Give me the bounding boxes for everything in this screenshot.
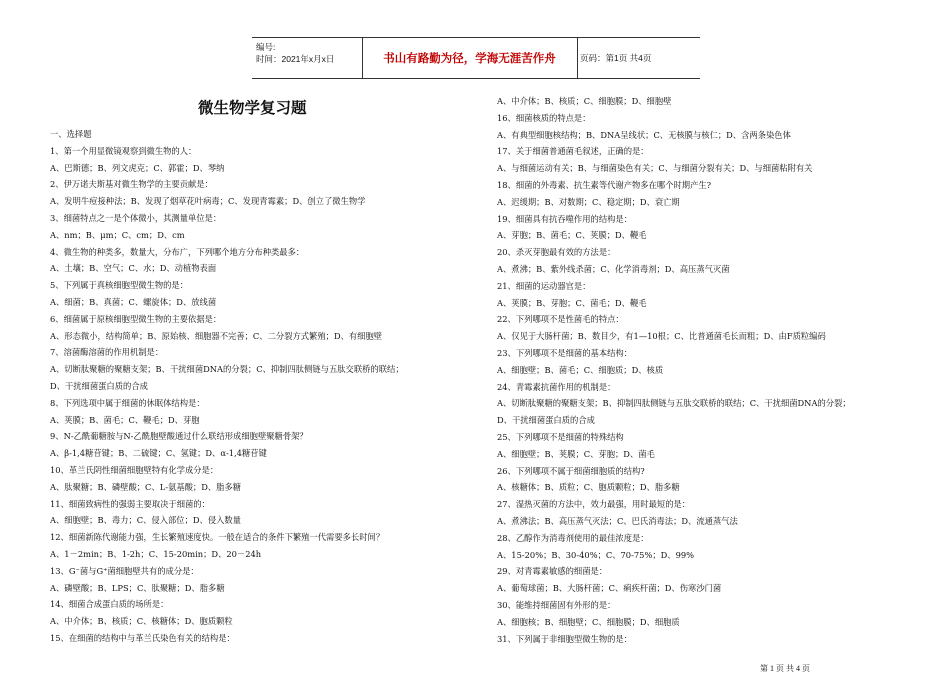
text-line: A、中介体；B、核质；C、细胞膜；D、细胞壁 xyxy=(497,96,672,106)
text-line: A、荚膜；B、芽胞；C、菌毛；D、鞭毛 xyxy=(497,297,647,308)
text-line: A、有典型细胞核结构；B、DNA呈线状；C、无核膜与核仁；D、含两条染色体 xyxy=(497,129,791,140)
header-page-cell xyxy=(577,38,700,78)
text-line: A、细菌；B、真菌；C、螺旋体；D、放线菌 xyxy=(50,296,217,307)
header-info-cell xyxy=(252,38,363,78)
text-line: 5、下列属于真核细胞型微生物的是： xyxy=(50,280,189,291)
text-line: A、煮沸法；B、高压蒸气灭法；C、巴氏消毒法；D、流通蒸气法 xyxy=(497,515,738,526)
text-line: 30、能维持细菌固有外形的是： xyxy=(497,599,616,610)
page-header xyxy=(252,37,700,79)
text-line: 7、溶菌酶溶菌的作用机制是： xyxy=(50,347,164,358)
page-footer: 第 1 页 共 4 页 xyxy=(760,664,810,673)
text-line: A、肽聚糖；B、磷壁酸；C、L-氨基酸；D、脂多糖 xyxy=(50,481,242,492)
motto: 书山有路勤为径，学海无涯苦作舟 xyxy=(383,51,556,65)
text-line: A、发明牛痘接种法；B、发现了烟草花叶病毒；C、发现青霉素；D、创立了微生物学 xyxy=(50,196,366,207)
left-column xyxy=(50,126,404,647)
text-line: 18、细菌的外毒素、抗生素等代谢产物多在哪个时期产生? xyxy=(497,179,712,190)
text-line: A、中介体；B、核质；C、核糖体；D、胞质颗粒 xyxy=(50,616,233,627)
text-line: 22、下列哪项不是性菌毛的特点： xyxy=(497,314,624,325)
right-column xyxy=(497,93,851,647)
text-line: A、切断肽聚糖的聚糖支架；B、抑制四肽侧链与五肽交联桥的联结；C、干扰细菌DNA的分裂； xyxy=(497,398,851,409)
text-line: 6、细菌属于原核细胞型微生物的主要依据是： xyxy=(50,313,222,324)
text-line: 27、湿热灭菌的方法中，效力最强，用时最短的是： xyxy=(497,499,691,510)
text-line: 20、杀灭芽胞最有效的方法是： xyxy=(497,247,616,258)
text-line: 8、下列选项中属于细菌的休眠体结构是： xyxy=(50,397,205,408)
text-line: A、荚膜；B、菌毛；C、鞭毛；D、芽胞 xyxy=(50,414,200,425)
text-line: A、煮沸；B、紫外线杀菌；C、化学消毒剂；D、高压蒸气灭菌 xyxy=(497,263,730,274)
text-line: 25、下列哪项不是细菌的特殊结构 xyxy=(497,431,624,442)
text-line: 2、伊万诺夫斯基对微生物学的主要贡献是： xyxy=(50,179,213,190)
number-label: 编号: xyxy=(256,42,276,52)
header-motto-cell xyxy=(362,38,578,78)
text-line: 一、选择题 xyxy=(50,129,92,139)
text-line: A、仅见于大肠杆菌；B、数目少，有1—10根；C、比普通菌毛长而粗；D、由F质粒编码 xyxy=(497,331,826,342)
text-line: A、切断肽聚糖的聚糖支架；B、干扰细菌DNA的分裂；C、抑制四肽侧链与五肽交联桥的联结； xyxy=(50,364,404,375)
text-line: 15、在细菌的结构中与革兰氏染色有关的结构是： xyxy=(50,632,235,643)
text-line: A、磷壁酸；B、LPS；C、肽聚糖；D、脂多糖 xyxy=(50,582,225,593)
text-line: 21、细菌的运动器官是： xyxy=(497,280,591,291)
text-line: 4、微生物的种类多，数量大，分布广，下列哪个地方分布种类最多： xyxy=(50,246,305,257)
text-line: A、细胞壁；B、荚膜；C、芽胞；D、菌毛 xyxy=(497,448,655,459)
text-line: 3、细菌特点之一是个体微小，其测量单位是： xyxy=(50,212,222,223)
text-line: A、葡萄球菌；B、大肠杆菌；C、痢疾杆菌；D、伤寒沙门菌 xyxy=(497,583,722,594)
text-line: 1、第一个用显微镜观察到微生物的人： xyxy=(50,145,197,156)
text-line: A、巴斯德；B、列文虎克；C、郭霍；D、琴纳 xyxy=(50,162,225,173)
text-line: 9、N-乙酰葡糖胺与N-乙酰胞壁酸通过什么联结形成细胞壁聚糖骨架？ xyxy=(50,431,308,442)
text-line: 28、乙醇作为消毒剂使用的最佳浓度是： xyxy=(497,532,649,543)
text-line: A、细胞核；B、细胞壁；C、细胞膜；D、细胞质 xyxy=(497,616,680,627)
text-line: 14、细菌合成蛋白质的场所是： xyxy=(50,599,169,610)
text-line: A、与细菌运动有关；B、与细菌染色有关；C、与细菌分裂有关；D、与细菌粘附有关 xyxy=(497,163,813,174)
text-line: 16、细菌核质的特点是： xyxy=(497,112,591,123)
text-line: A、1－2min；B、1-2h；C、15-20min；D、20－24h xyxy=(50,548,262,559)
time-label: 时间：2021年x月x日 xyxy=(256,54,335,64)
text-line: D、干扰细菌蛋白质的合成 xyxy=(497,415,595,426)
text-line: 29、对青霉素敏感的细菌是： xyxy=(497,566,608,577)
text-line: 13、G⁻菌与G⁺菌细胞壁共有的成分是： xyxy=(50,565,199,576)
text-line: A、β-1,4糖苷键；B、二硫键；C、氢键；D、α-1,4糖苷键 xyxy=(50,448,267,459)
text-line: 11、细菌致病性的强弱主要取决于细菌的： xyxy=(50,498,210,509)
text-line: A、芽胞；B、菌毛；C、荚膜；D、鞭毛 xyxy=(497,230,647,241)
page-info: 页码：第1页 共4页 xyxy=(580,53,652,63)
text-line: 26、下列哪项不属于细菌细胞质的结构? xyxy=(497,465,645,476)
text-line: 17、关于细菌普通菌毛叙述，正确的是： xyxy=(497,146,649,157)
text-line: 23、下列哪项不是细菌的基本结构： xyxy=(497,347,633,358)
document-title: 微生物学复习题 xyxy=(198,99,307,117)
text-line: A、核糖体；B、质粒；C、胞质颗粒；D、脂多糖 xyxy=(497,482,680,493)
text-line: 10、革兰氏阴性细菌细胞壁特有化学成分是： xyxy=(50,464,219,475)
text-line: A、土壤；B、空气；C、水；D、动植物表面 xyxy=(50,263,217,274)
text-line: A、迟缓期；B、对数期；C、稳定期；D、衰亡期 xyxy=(497,196,680,207)
text-line: D、干扰细菌蛋白质的合成 xyxy=(50,380,148,391)
text-line: 24、青霉素抗菌作用的机制是： xyxy=(497,381,616,392)
text-line: 31、下列属于非细胞型微生物的是： xyxy=(497,633,633,644)
text-line: A、15-20%；B、30-40%；C、70-75%；D、99% xyxy=(497,549,695,560)
text-line: A、nm；B、μm；C、cm；D、cm xyxy=(50,229,185,240)
text-line: A、形态微小，结构简单；B、原始核、细胞器不完善；C、二分裂方式繁殖；D、有细胞壁 xyxy=(50,330,383,341)
text-line: A、细胞壁；B、菌毛；C、细胞质；D、核质 xyxy=(497,364,664,375)
text-line: 12、细菌新陈代谢能力强，生长繁殖速度快。一般在适合的条件下繁殖一代需要多长时间？ xyxy=(50,532,385,543)
text-line: 19、细菌具有抗吞噬作用的结构是： xyxy=(497,213,633,224)
text-line: A、细胞壁；B、毒力；C、侵入部位；D、侵入数量 xyxy=(50,515,242,526)
